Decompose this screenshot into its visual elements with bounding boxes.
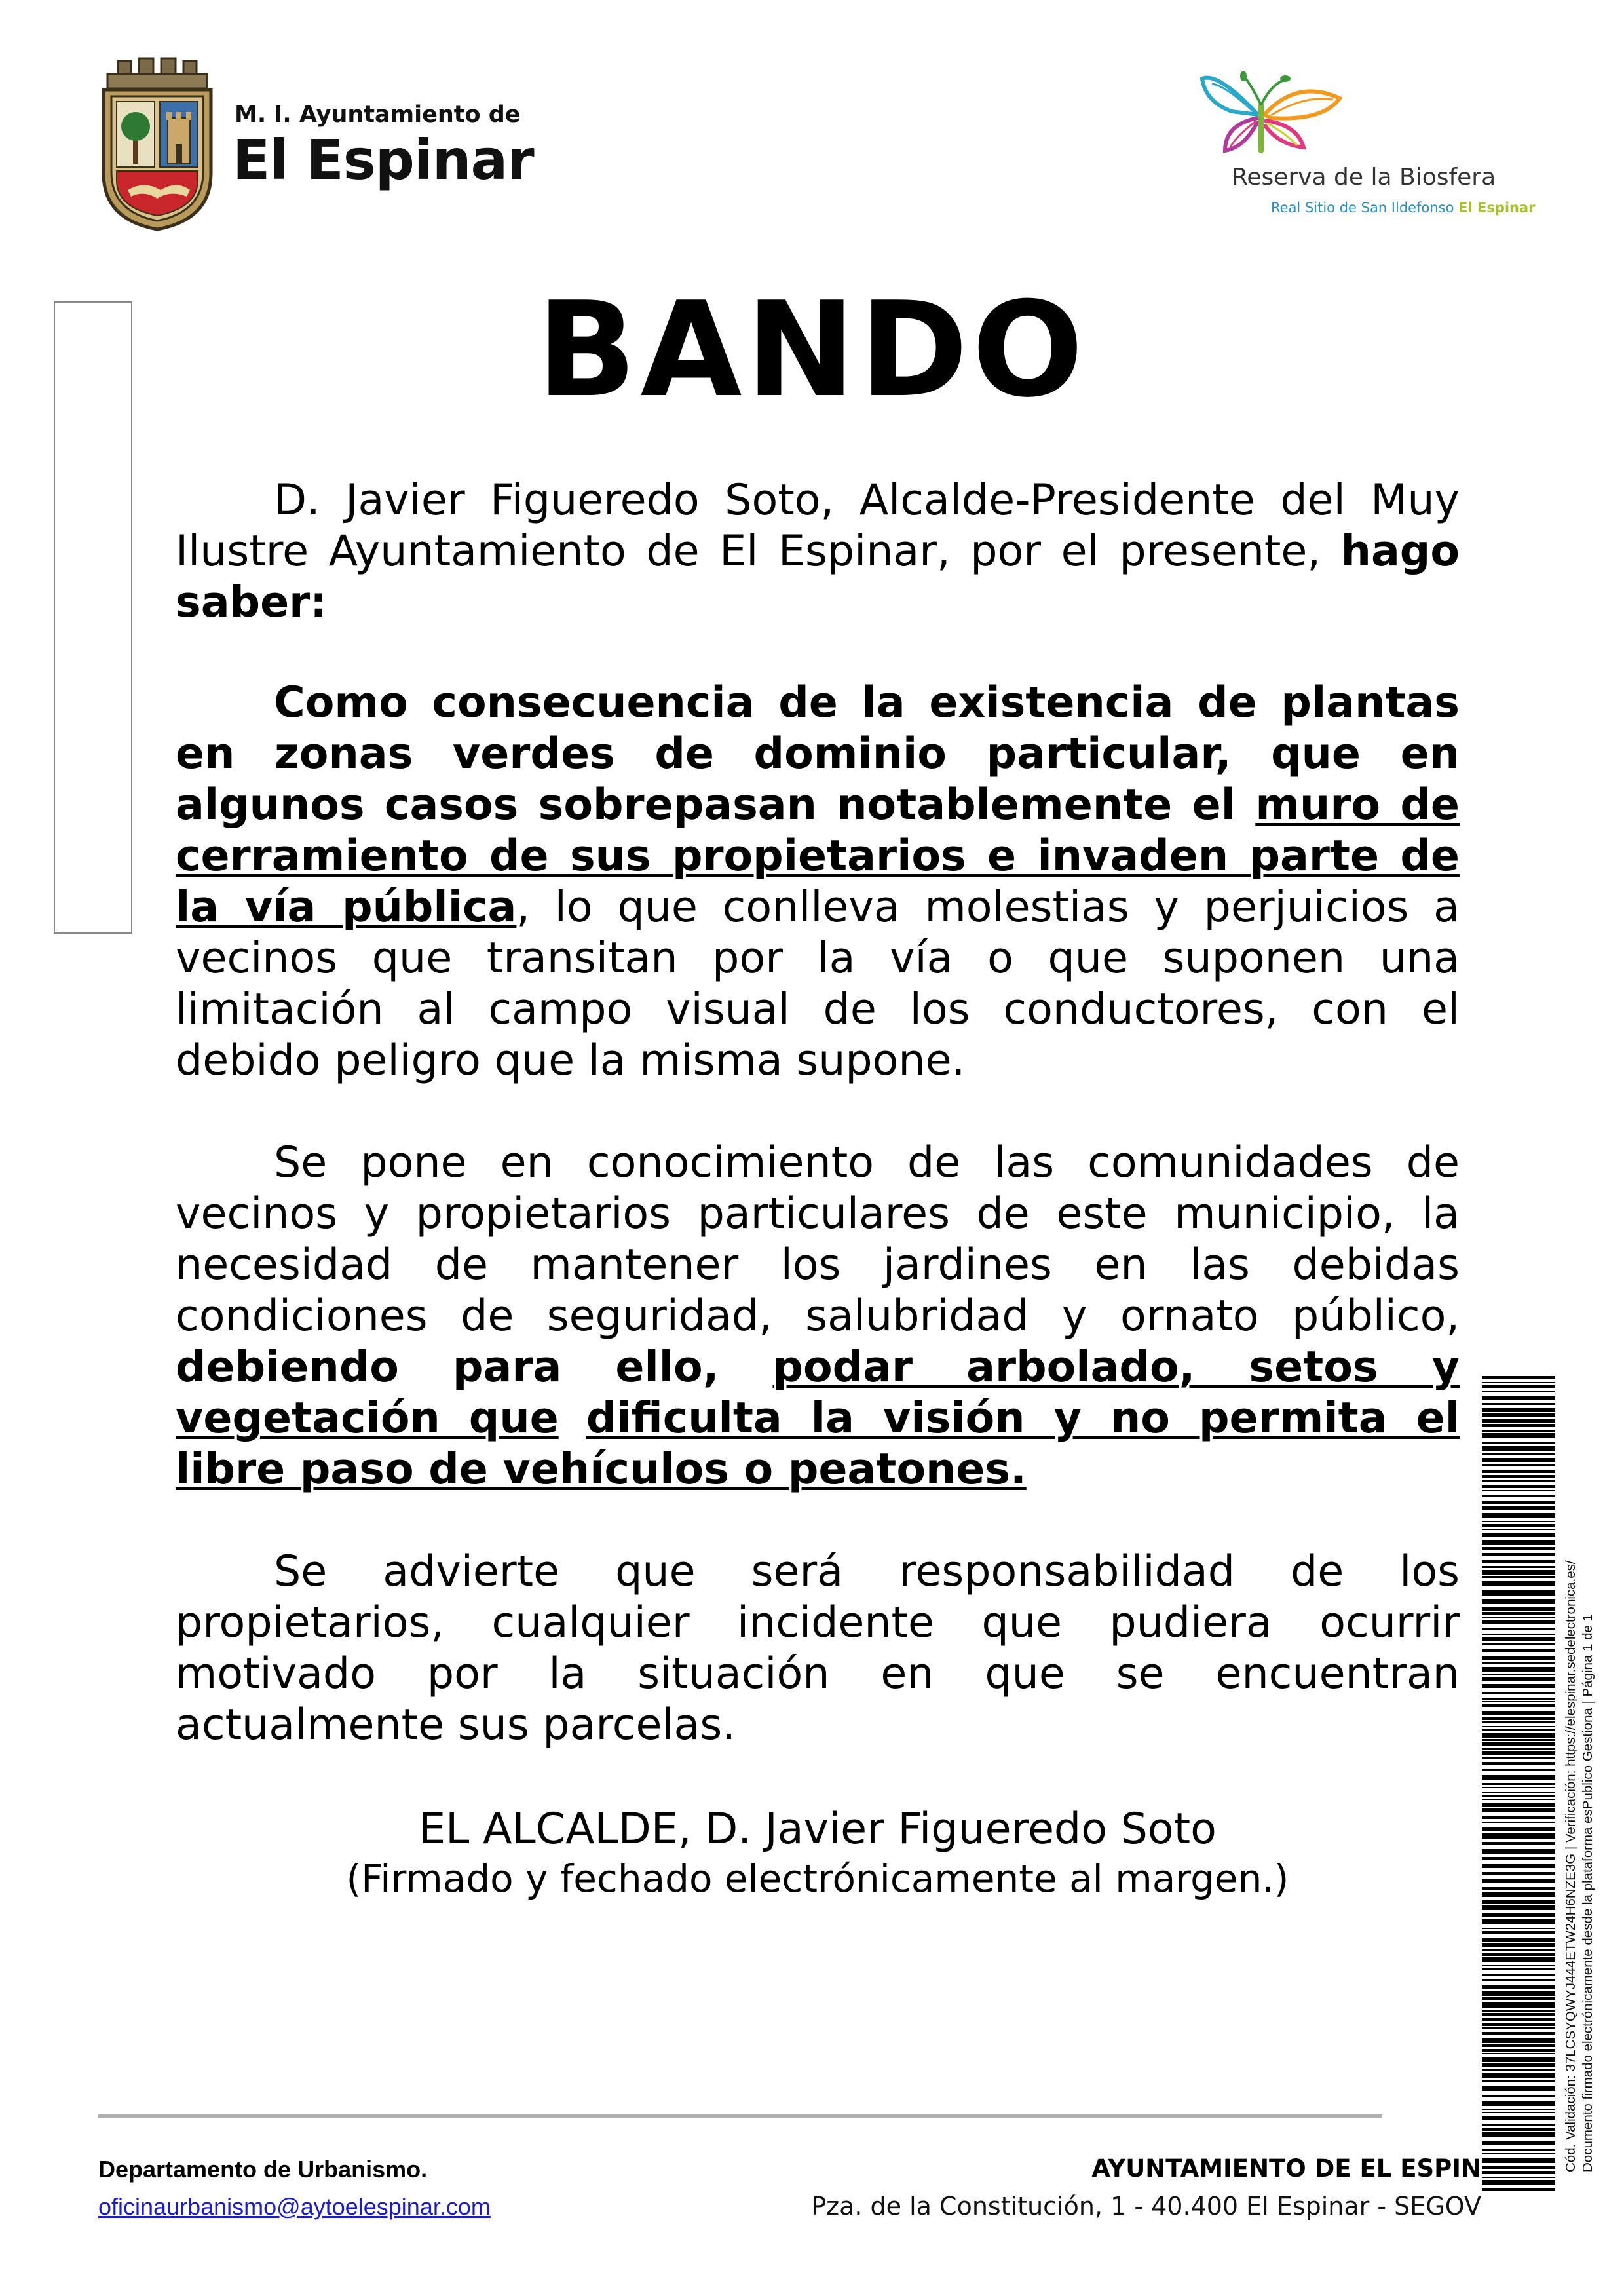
barcode-bar [1482, 1628, 1555, 1630]
barcode-bar [1482, 1637, 1555, 1641]
barcode-bar [1482, 1900, 1555, 1904]
barcode-bar [1482, 1413, 1555, 1417]
barcode-bar [1482, 1787, 1555, 1788]
barcode-bar [1482, 1433, 1555, 1438]
barcode-bar [1482, 1729, 1555, 1731]
barcode-bar [1482, 2013, 1555, 2016]
barcode-bar [1482, 2188, 1555, 2191]
barcode-bar [1482, 1997, 1555, 2000]
barcode-bar [1482, 1748, 1555, 1750]
barcode-bar [1482, 1453, 1555, 1455]
barcode-bar [1482, 1524, 1555, 1527]
barcode-bar [1482, 1620, 1555, 1624]
barcode-bar [1482, 1949, 1555, 1951]
barcode-bar [1482, 1991, 1555, 1996]
barcode-bar [1482, 2069, 1555, 2071]
barcode-bar [1482, 2128, 1555, 2131]
barcode-bar [1482, 2063, 1555, 2067]
barcode-bar [1482, 2153, 1555, 2154]
barcode-bar [1482, 1717, 1555, 1720]
barcode-bar [1482, 1529, 1555, 1530]
barcode-bar [1482, 1795, 1555, 1797]
barcode-bar [1482, 1533, 1555, 1537]
barcode-bar [1482, 2132, 1555, 2137]
barcode-bar [1482, 1928, 1555, 1929]
paragraph-notice [176, 1138, 1460, 1495]
barcode-bar [1482, 1385, 1555, 1388]
barcode-bar [1482, 1617, 1555, 1618]
footer-department: Departamento de Urbanismo. [98, 2156, 428, 2183]
signature-note: (Firmado y fechado electrónicamente al margen.) [346, 1856, 1289, 1901]
barcode-bar [1482, 1704, 1555, 1707]
barcode-bar [1482, 1974, 1555, 1976]
barcode-bar [1482, 1762, 1555, 1765]
barcode-bar [1482, 1470, 1555, 1473]
biosphere-subtitle-town: El Espinar [1458, 200, 1536, 216]
barcode-bar [1482, 1864, 1555, 1868]
notice-space [559, 1394, 586, 1443]
barcode-bar [1482, 1391, 1555, 1392]
barcode-bar [1482, 1857, 1555, 1860]
barcode-bar [1482, 1396, 1555, 1400]
barcode-bar [1482, 1965, 1555, 1966]
barcode-bar [1482, 1570, 1555, 1575]
barcode-bar [1482, 1612, 1555, 1615]
barcode-bar [1482, 1698, 1555, 1700]
barcode-bar [1482, 1480, 1555, 1482]
barcode-bar [1482, 1799, 1555, 1800]
footer-email-link[interactable]: oficinaurbanismo@aytoelespinar.com [98, 2193, 491, 2220]
biosphere-subtitle-site: Real Sitio de San Ildefonso [1271, 200, 1454, 216]
barcode-bar [1482, 1953, 1555, 1956]
barcode-bar [1482, 1827, 1555, 1831]
barcode-bar [1482, 1566, 1555, 1568]
barcode-bar [1482, 2116, 1555, 2120]
barcode-bar [1482, 1931, 1555, 1934]
barcode-bar [1482, 2044, 1555, 2047]
barcode-bar [1482, 1816, 1555, 1819]
barcode-bar [1482, 1376, 1555, 1379]
barcode-bar [1482, 1938, 1555, 1942]
barcode-bar [1482, 2023, 1555, 2026]
barcode-bar [1482, 2109, 1555, 2110]
biosphere-title: Reserva de la Biosfera [1232, 164, 1496, 191]
barcode-bar [1482, 1739, 1555, 1741]
barcode-bar [1482, 1913, 1555, 1917]
barcode-bar [1482, 1464, 1555, 1466]
footer-address: Pza. de la Constitución, 1 - 40.400 El Espinar - SEGOV [811, 2192, 1481, 2221]
barcode-bar [1482, 1424, 1555, 1427]
barcode-bar [1482, 1822, 1555, 1823]
barcode-bar [1482, 1649, 1555, 1652]
barcode-bar [1482, 1733, 1555, 1738]
barcode-bar [1482, 1711, 1555, 1715]
document-body [176, 475, 1460, 1902]
barcode-bar [1482, 1757, 1555, 1759]
barcode-bar [1482, 1721, 1555, 1723]
barcode-bar [1482, 1684, 1555, 1688]
barcode-bar [1482, 2101, 1555, 2106]
validation-code: Cód. Validación: 37LCSYQWYJ444ETW24H6NZE3G | Verificación: https://elespinar.sedelectronica.es/ [1563, 1560, 1578, 2172]
footer-institution: AYUNTAMIENTO DE EL ESPIN [1091, 2154, 1481, 2183]
barcode-bar [1482, 1968, 1555, 1970]
barcode-bar [1482, 2166, 1555, 2169]
barcode-bar [1482, 2032, 1555, 2035]
barcode-bar [1482, 2002, 1555, 2008]
barcode-bar [1482, 2027, 1555, 2029]
intro-bold: hago saber: [176, 527, 1460, 627]
barcode-bar [1482, 1430, 1555, 1432]
barcode-bar [1482, 2177, 1555, 2178]
barcode-bar [1482, 1943, 1555, 1947]
barcode-bar [1482, 1879, 1555, 1883]
barcode-bar [1482, 1783, 1555, 1785]
barcode-bar [1482, 1919, 1555, 1924]
signature-line: EL ALCALDE, D. Javier Figueredo Soto [419, 1805, 1217, 1854]
barcode-bar [1482, 1643, 1555, 1645]
barcode-bar [1482, 1576, 1555, 1578]
reason-underlined: muro de cerramiento de sus propietarios e invaden parte de la vía pública [176, 780, 1460, 932]
barcode-bar [1482, 1751, 1555, 1755]
coat-of-arms-icon [98, 56, 216, 233]
barcode-bar [1482, 2141, 1555, 2145]
barcode-bar [1482, 1775, 1555, 1780]
barcode-bar [1482, 1979, 1555, 1981]
validation-platform: Documento firmado electrónicamente desde la plataforma esPublico Gestiona | Página 1 de 1 [1580, 1613, 1595, 2172]
barcode-bar [1482, 2158, 1555, 2163]
barcode-bar [1482, 1403, 1555, 1405]
barcode-bar [1482, 1803, 1555, 1807]
barcode-bar [1482, 2180, 1555, 2185]
intro-text: D. Javier Figueredo Soto, Alcalde-Presidente del Muy Ilustre Ayuntamiento de El Espinar, por el presente, [176, 476, 1460, 576]
barcode-bar [1482, 1382, 1555, 1383]
barcode-bar [1482, 1408, 1555, 1412]
barcode-bar [1482, 2018, 1555, 2021]
barcode-bar [1482, 1547, 1555, 1550]
barcode-bar [1482, 1590, 1555, 1596]
municipality-subtitle: M. I. Ayuntamiento de [235, 102, 521, 128]
barcode-bar [1482, 1599, 1555, 1604]
barcode-bar [1482, 1446, 1555, 1451]
barcode-bar [1482, 2149, 1555, 2151]
barcode-bar [1482, 1842, 1555, 1845]
barcode-bar [1482, 1458, 1555, 1462]
barcode-bar [1482, 1808, 1555, 1812]
barcode-bar [1482, 1540, 1555, 1545]
barcode-bar [1482, 1957, 1555, 1962]
biosphere-logo [1192, 66, 1536, 223]
barcode-bar [1482, 1872, 1555, 1875]
barcode-bar [1482, 1553, 1555, 1556]
notice-bold: debiendo para ello, [176, 1343, 773, 1392]
barcode-bar [1482, 1849, 1555, 1854]
paragraph-intro [176, 475, 1460, 628]
barcode-bar [1482, 1634, 1555, 1635]
barcode-bar [1482, 1701, 1555, 1702]
barcode-bar [1482, 1475, 1555, 1478]
barcode-bar [1482, 1495, 1555, 1497]
barcode-bar [1482, 1905, 1555, 1910]
barcode-bar [1482, 2057, 1555, 2062]
barcode-bar [1482, 1442, 1555, 1444]
municipality-name: El Espinar [233, 128, 534, 192]
barcode-bar [1482, 1560, 1555, 1563]
barcode-bar [1482, 1692, 1555, 1694]
barcode-bar [1482, 1985, 1555, 1989]
barcode-bar [1482, 1521, 1555, 1522]
barcode-bar [1482, 2095, 1555, 2097]
barcode-bar [1482, 1656, 1555, 1660]
validation-text [1562, 1560, 1596, 2172]
barcode-bar [1482, 1887, 1555, 1890]
barcode-bar [1482, 2086, 1555, 2091]
barcode-bar [1482, 1677, 1555, 1681]
barcode-bar [1482, 2124, 1555, 2126]
validation-barcode [1482, 1376, 1555, 2192]
barcode-bar [1482, 2010, 1555, 2012]
barcode-bar [1482, 2073, 1555, 2078]
notice-underlined-1: podar arbolado, setos y vegetación que [176, 1343, 1460, 1443]
butterfly-logo-icon [1199, 66, 1369, 164]
reason-bold: Como consecuencia de la existencia de plantas en zonas verdes de dominio particular, que en algunos casos sobrepasan notablemente el [176, 678, 1460, 830]
barcode-bar [1482, 2171, 1555, 2174]
municipality-logo [98, 56, 534, 239]
notice-text: Se pone en conocimiento de las comunidades de vecinos y propietarios particulares de este municipio, la necesidad de mantener los jardines en las debidas condiciones de seguridad, salubridad y ornato público, [176, 1138, 1460, 1341]
biosphere-subtitle [1271, 200, 1536, 216]
barcode-bar [1482, 1607, 1555, 1611]
barcode-bar [1482, 1513, 1555, 1518]
barcode-bar [1482, 1726, 1555, 1727]
barcode-bar [1482, 1485, 1555, 1488]
barcode-bar [1482, 1419, 1555, 1423]
reason-text: , lo que conlleva molestias y perjuicios a vecinos que transitan por la vía o que suponen una limitación al campo visual de los conductores, con el debido peligro que la misma supone. [176, 883, 1460, 1085]
barcode-bar [1482, 1792, 1555, 1793]
barcode-bar [1482, 1501, 1555, 1504]
barcode-bar [1482, 1674, 1555, 1675]
barcode-bar [1482, 1892, 1555, 1897]
barcode-bar [1482, 2080, 1555, 2082]
barcode-bar [1482, 1742, 1555, 1746]
barcode-bar [1482, 2038, 1555, 2043]
barcode-bar [1482, 2112, 1555, 2113]
notice-underlined-2: dificulta la visión y no permita el libre paso de vehículos o peatones. [176, 1394, 1460, 1494]
paragraph-reason [176, 678, 1460, 1086]
barcode-bar [1482, 1769, 1555, 1771]
barcode-bar [1482, 1490, 1555, 1491]
barcode-bar [1482, 2053, 1555, 2054]
barcode-bar [1482, 1581, 1555, 1586]
footer-divider [98, 2114, 1382, 2118]
barcode-bar [1482, 1506, 1555, 1510]
barcode-bar [1482, 1662, 1555, 1664]
barcode-bar [1482, 2049, 1555, 2052]
paragraph-warning: Se advierte que será responsabilidad de los propietarios, cualquier incidente que pudiera ocurrir motivado por la situación en que se encuentran actualmente sus parcelas. [176, 1547, 1460, 1750]
document-title: BANDO [537, 274, 1087, 427]
barcode-bar [1482, 1833, 1555, 1839]
barcode-bar [1482, 1667, 1555, 1672]
